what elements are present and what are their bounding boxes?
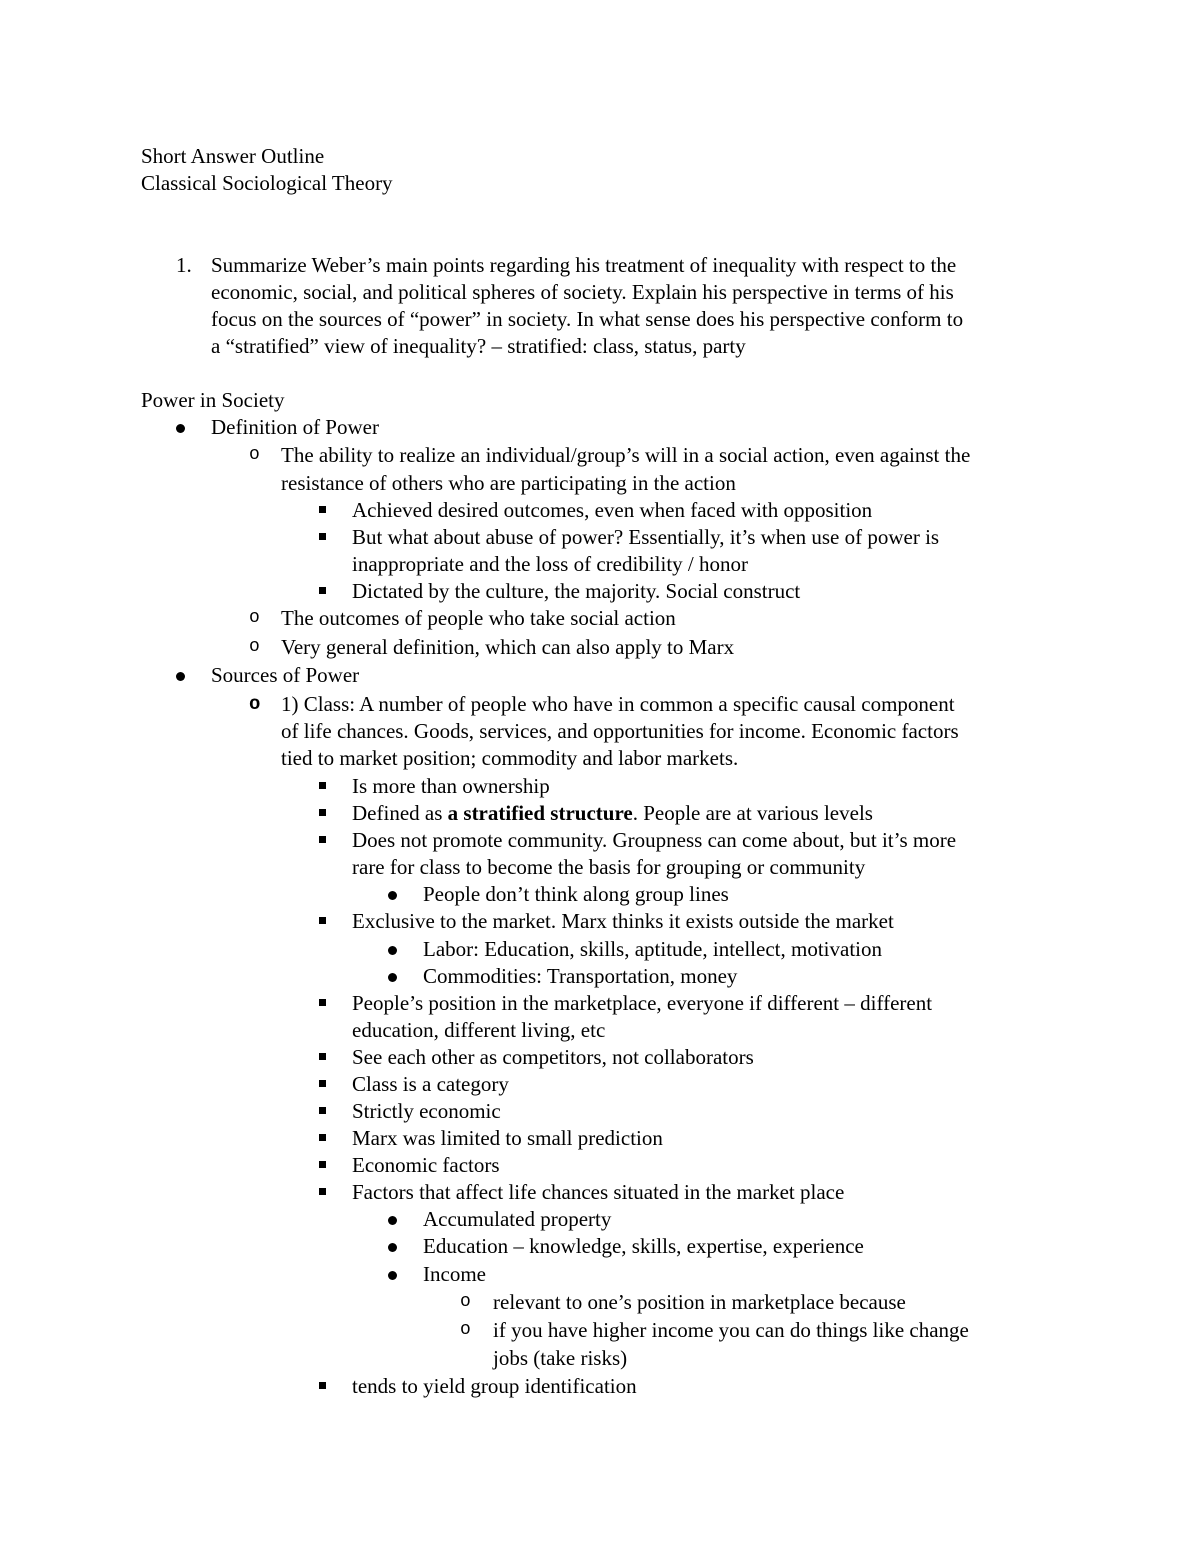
bullet-circle-icon: o — [249, 637, 260, 657]
list-item: People don’t think along group lines — [423, 882, 729, 906]
bullet-square-icon — [319, 1053, 326, 1060]
bullet-square-icon — [319, 1107, 326, 1114]
list-item: Dictated by the culture, the majority. Social construct — [352, 579, 801, 603]
bullet-square-icon — [319, 917, 326, 924]
bullet-disc-icon — [388, 1243, 397, 1252]
bullet-square-icon — [319, 836, 326, 843]
text-run: . People are at various levels — [632, 801, 873, 825]
list-item-continuation: tied to market position; commodity and labor markets. — [281, 746, 739, 770]
list-item: But what about abuse of power? Essentially, it’s when use of power is — [352, 525, 940, 549]
list-item-class: 1) Class: A number of people who have in common a specific causal component — [281, 692, 955, 716]
question-line: economic, social, and political spheres of society. Explain his perspective in terms of his — [211, 280, 954, 304]
question-line: a “stratified” view of inequality? – stratified: class, status, party — [211, 334, 746, 358]
list-item: The ability to realize an individual/group’s will in a social action, even against the — [281, 443, 971, 467]
list-item: Very general definition, which can also apply to Marx — [281, 635, 735, 659]
list-item-definition: Definition of Power — [211, 415, 379, 439]
question-number: 1. — [176, 253, 192, 277]
bullet-square-icon — [319, 1161, 326, 1168]
list-item: tends to yield group identification — [352, 1374, 637, 1398]
list-item: Economic factors — [352, 1153, 500, 1177]
outline-heading: Power in Society — [141, 388, 285, 412]
bullet-circle-icon: o — [249, 445, 260, 465]
bullet-square-icon — [319, 999, 326, 1006]
bullet-square-icon — [319, 587, 326, 594]
list-item-continuation: rare for class to become the basis for grouping or community — [352, 855, 866, 879]
bullet-square-icon — [319, 809, 326, 816]
bullet-square-icon — [319, 1134, 326, 1141]
list-item: Labor: Education, skills, aptitude, intellect, motivation — [423, 937, 882, 961]
list-item: relevant to one’s position in marketplace because — [493, 1290, 906, 1314]
list-item-continuation: of life chances. Goods, services, and opportunities for income. Economic factors — [281, 719, 959, 743]
bullet-disc-icon — [176, 672, 185, 681]
list-item: Strictly economic — [352, 1099, 501, 1123]
bullet-disc-icon — [388, 1216, 397, 1225]
list-item: Achieved desired outcomes, even when faced with opposition — [352, 498, 873, 522]
bullet-circle-icon: o — [249, 608, 260, 628]
list-item: Exclusive to the market. Marx thinks it exists outside the market — [352, 909, 894, 933]
bullet-square-icon — [319, 533, 326, 540]
bullet-disc-icon — [388, 973, 397, 982]
list-item: if you have higher income you can do things like change — [493, 1318, 969, 1342]
emphasis-text: a stratified structure — [447, 801, 633, 825]
bullet-disc-icon — [388, 946, 397, 955]
bullet-square-icon — [319, 1080, 326, 1087]
list-item: The outcomes of people who take social action — [281, 606, 676, 630]
bullet-disc-icon — [388, 891, 397, 900]
bullet-square-icon — [319, 782, 326, 789]
document-title: Short Answer Outline — [141, 144, 325, 168]
bullet-circle-icon: o — [249, 693, 261, 715]
list-item: Class is a category — [352, 1072, 509, 1096]
list-item-continuation: jobs (take risks) — [493, 1346, 628, 1370]
bullet-disc-icon — [176, 424, 185, 433]
list-item-continuation: inappropriate and the loss of credibility / honor — [352, 552, 748, 576]
list-item: Income — [423, 1262, 486, 1286]
list-item: Marx was limited to small prediction — [352, 1126, 663, 1150]
question-line: focus on the sources of “power” in society. In what sense does his perspective conform to — [211, 307, 964, 331]
list-item-defined — [352, 800, 873, 827]
bullet-square-icon — [319, 1188, 326, 1195]
bullet-circle-icon: o — [460, 1292, 471, 1312]
list-item-continuation: resistance of others who are participating in the action — [281, 471, 736, 495]
list-item: Is more than ownership — [352, 774, 550, 798]
list-item: Accumulated property — [423, 1207, 612, 1231]
list-item: Does not promote community. Groupness can come about, but it’s more — [352, 828, 957, 852]
list-item-sources: Sources of Power — [211, 663, 360, 687]
list-item: Education – knowledge, skills, expertise, experience — [423, 1234, 864, 1258]
list-item: Factors that affect life chances situated in the market place — [352, 1180, 845, 1204]
bullet-disc-icon — [388, 1271, 397, 1280]
list-item: People’s position in the marketplace, everyone if different – different — [352, 991, 933, 1015]
course-name: Classical Sociological Theory — [141, 171, 393, 195]
list-item: Commodities: Transportation, money — [423, 964, 738, 988]
list-item: See each other as competitors, not collaborators — [352, 1045, 754, 1069]
bullet-circle-icon: o — [460, 1320, 471, 1340]
text-run: Defined as — [352, 801, 448, 825]
question-line: Summarize Weber’s main points regarding his treatment of inequality with respect to the — [211, 253, 957, 277]
bullet-square-icon — [319, 1382, 326, 1389]
list-item-continuation: education, different living, etc — [352, 1018, 606, 1042]
bullet-square-icon — [319, 506, 326, 513]
